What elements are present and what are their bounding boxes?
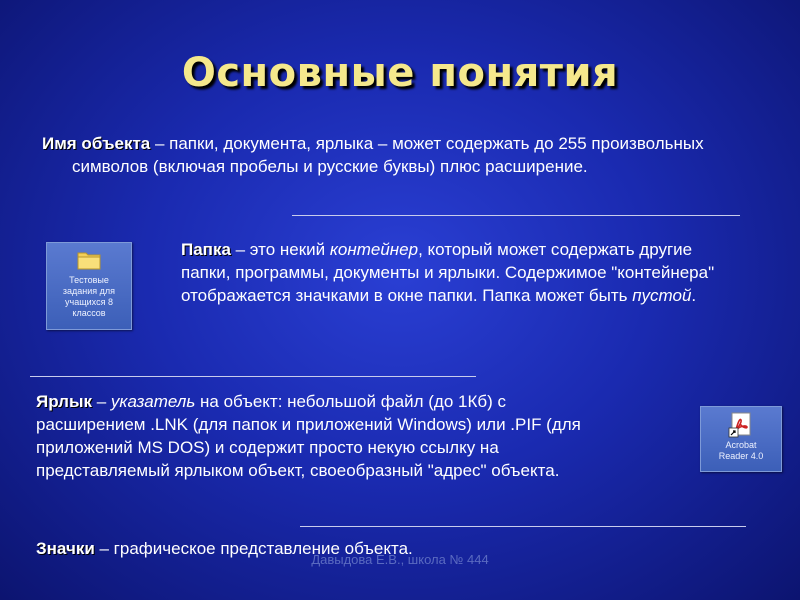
icons-text: – графическое представление объекта. <box>94 539 413 558</box>
folder-italic-container: контейнер <box>329 240 419 259</box>
footer-author: Давыдова Е.В., школа № 444 <box>311 552 489 567</box>
folder-text-1: – это некий <box>230 240 330 259</box>
acrobat-shortcut-label: Acrobat Reader 4.0 <box>718 440 764 461</box>
object-name-term: Имя объекта <box>42 134 151 153</box>
icons-term: Значки <box>36 539 95 558</box>
acrobat-shortcut-tile[interactable] <box>700 406 782 472</box>
shortcut-dash: – <box>92 392 111 411</box>
shortcut-text: на объект: небольшой файл (до 1Кб) с расширением .LNK (для папок и приложений Windows) или .PIF (для приложений MS DOS) и содержит просто некую ссылку на представляемый ярлыком объект, своеобразный "адрес" объекта. <box>36 392 581 480</box>
divider-line <box>292 215 740 216</box>
folder-italic-empty: пустой <box>632 286 692 305</box>
folder-icon-tile[interactable] <box>46 242 132 330</box>
object-name-text: – папки, документа, ярлыка – может содержать до 255 произвольных символов (включая пробелы и русские буквы) плюс расширение. <box>72 134 704 176</box>
folder-icon <box>77 249 101 271</box>
divider-line <box>30 376 476 377</box>
shortcut-italic-pointer: указатель <box>110 392 196 411</box>
folder-text-2: , который может содержать другие папки, программы, документы и ярлыки. Содержимое "контейнера" отображается значками в окне папки. Папка может быть <box>181 240 715 305</box>
shortcut-term: Ярлык <box>36 392 93 411</box>
acrobat-shortcut-icon <box>728 412 754 438</box>
folder-text-3: . <box>691 286 697 305</box>
object-name-definition <box>42 132 762 178</box>
divider-line <box>300 526 746 527</box>
folder-definition <box>181 238 741 307</box>
slide-title: Основные понятия <box>181 50 619 96</box>
folder-icon-label: Тестовые задания для учащихся 8 классов <box>62 275 116 318</box>
shortcut-definition <box>36 390 616 482</box>
folder-term: Папка <box>181 240 231 259</box>
